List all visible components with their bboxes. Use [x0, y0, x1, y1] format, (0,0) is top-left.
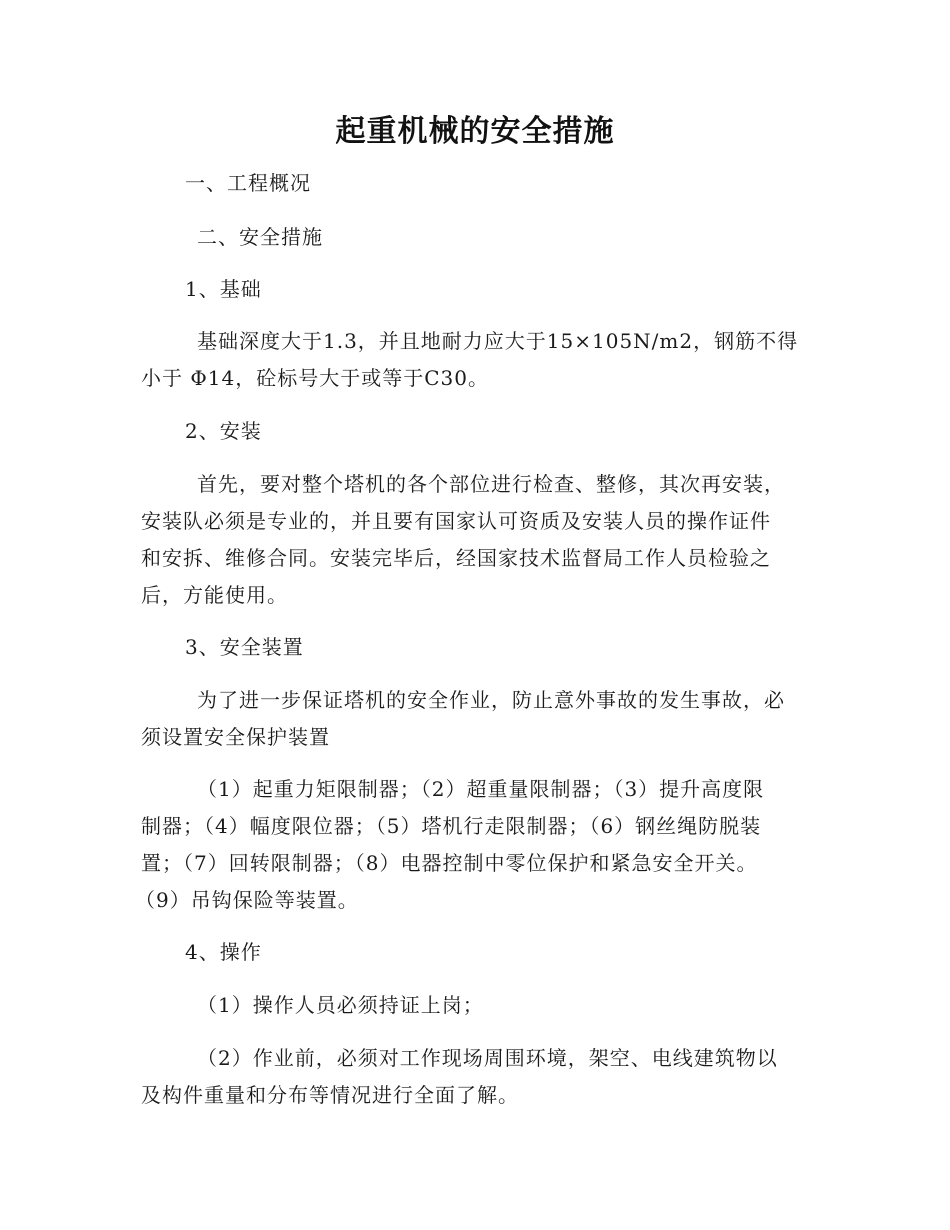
section-foundation-title: 1、基础	[185, 277, 262, 301]
paragraph-line: 小于 Φ14，砼标号大于或等于C30。	[141, 366, 489, 390]
paragraph-line: 基础深度大于1.3，并且地耐力应大于15×105N/m2，钢筋不得	[197, 329, 799, 353]
section-safety-devices-title: 3、安全装置	[185, 635, 304, 659]
list-line: （1）操作人员必须持证上岗；	[197, 993, 484, 1017]
list-line: （2）作业前，必须对工作现场周围环境，架空、电线建筑物以	[197, 1046, 778, 1070]
heading-safety-measures: 二、安全措施	[197, 225, 323, 249]
heading-project-overview: 一、工程概况	[185, 171, 311, 195]
section-operation-title: 4、操作	[185, 940, 262, 964]
list-line: （1）起重力矩限制器；（2）超重量限制器；（3）提升高度限	[197, 777, 765, 801]
paragraph-line: 和安拆、维修合同。安装完毕后，经国家技术监督局工作人员检验之	[141, 546, 771, 570]
paragraph-line: 首先，要对整个塔机的各个部位进行检查、整修，其次再安装，	[197, 472, 785, 496]
document-title: 起重机械的安全措施	[335, 114, 615, 149]
list-line: （9）吊钩保险等装置。	[135, 888, 359, 912]
section-installation-title: 2、安装	[185, 419, 262, 443]
paragraph-line: 为了进一步保证塔机的安全作业，防止意外事故的发生事故，必	[197, 688, 785, 712]
list-line: 及构件重量和分布等情况进行全面了解。	[141, 1083, 519, 1107]
paragraph-line: 后，方能使用。	[141, 583, 288, 607]
paragraph-line: 须设置安全保护装置	[141, 725, 330, 749]
list-line: 制器；（4）幅度限位器；（5）塔机行走限制器；（6）钢丝绳防脱装	[141, 814, 762, 838]
paragraph-line: 安装队必须是专业的，并且要有国家认可资质及安装人员的操作证件	[141, 509, 771, 533]
list-line: 置；（7）回转限制器；（8）电器控制中零位保护和紧急安全开关。	[141, 851, 758, 875]
